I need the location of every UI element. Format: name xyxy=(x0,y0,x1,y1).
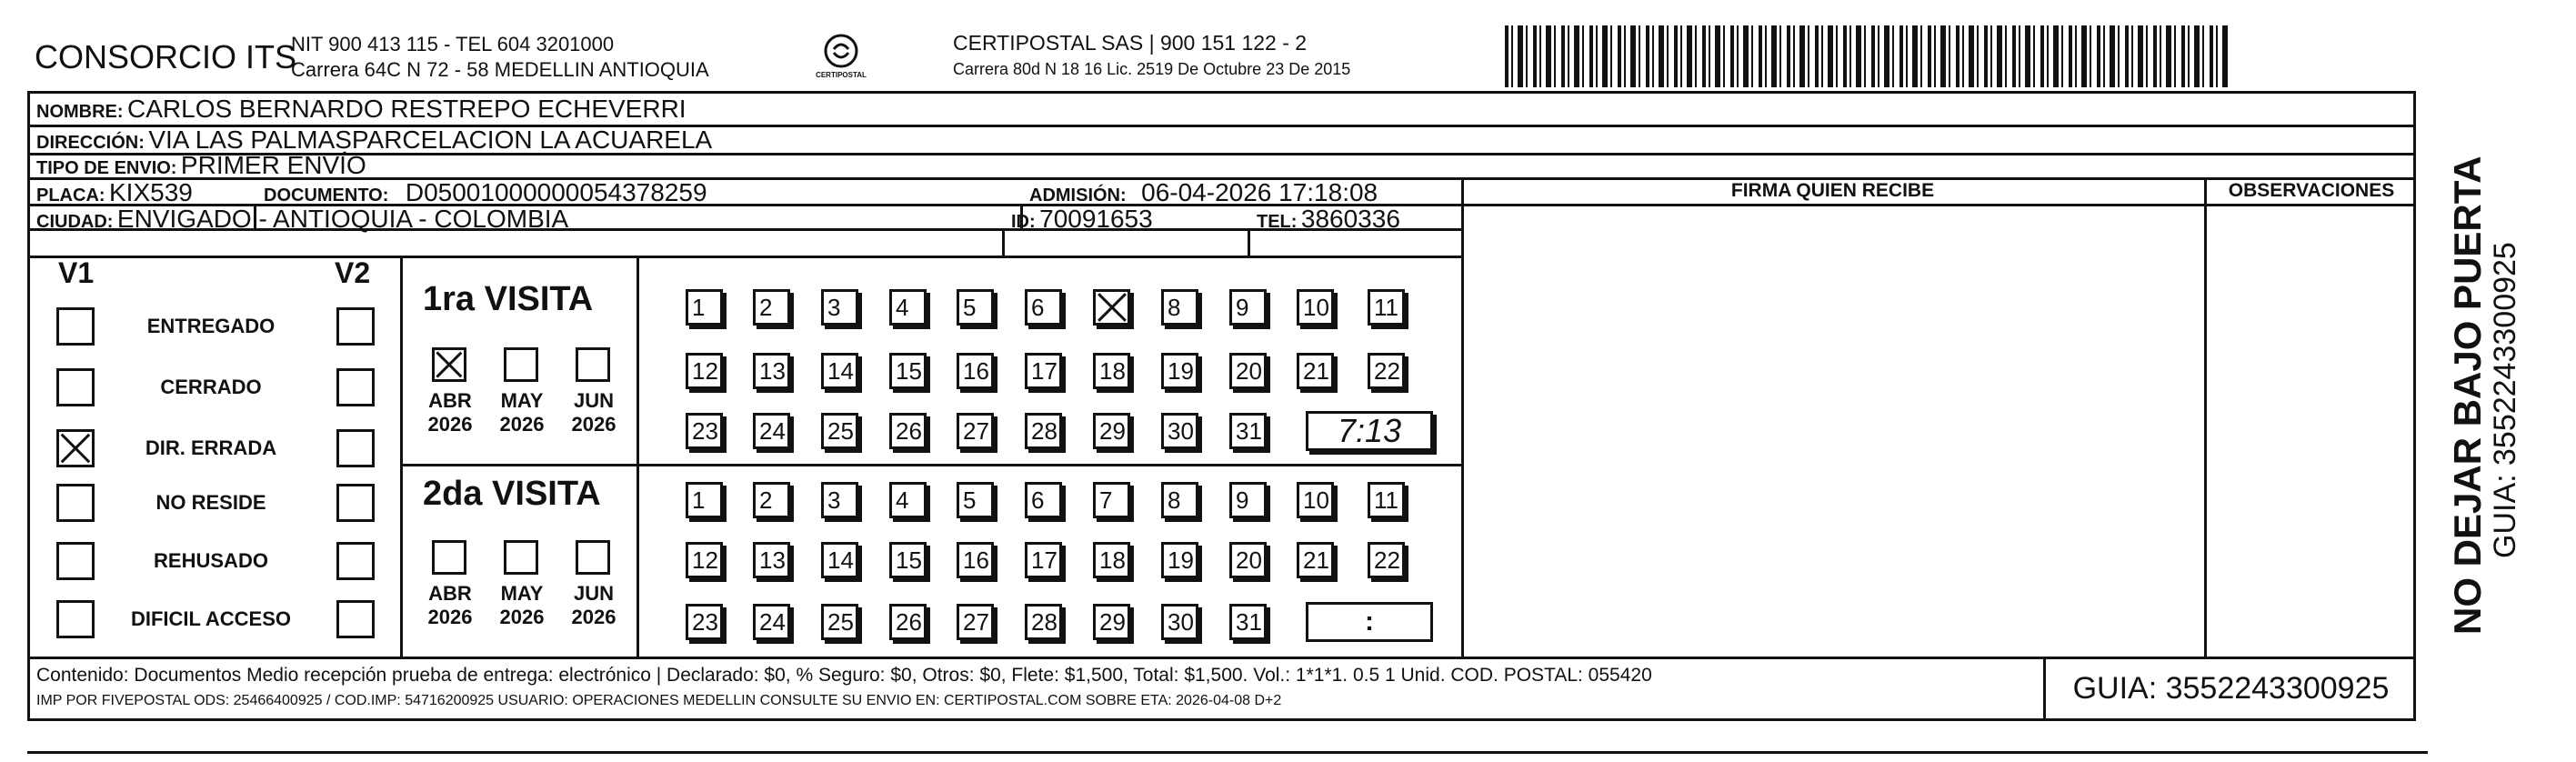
first-visit-day-9[interactable]: 9 xyxy=(1229,289,1267,326)
second-visit-day-27[interactable]: 27 xyxy=(957,604,994,640)
v1-checkbox-entregado[interactable] xyxy=(56,307,95,346)
id-value: 70091653 xyxy=(1039,205,1153,233)
first-visit-day-15[interactable]: 15 xyxy=(889,353,927,389)
year-label: 2026 xyxy=(571,606,616,628)
second-visit-month-checkbox-may[interactable] xyxy=(504,540,538,575)
second-visit-month-checkbox-abr[interactable] xyxy=(432,540,466,575)
first-visit-day-12[interactable]: 12 xyxy=(686,353,723,389)
courier-name: CERTIPOSTAL SAS | 900 151 122 - 2 xyxy=(953,31,1308,55)
v2-checkbox-cerrado[interactable] xyxy=(336,368,375,406)
second-visit-day-25[interactable]: 25 xyxy=(821,604,858,640)
first-visit-day-31[interactable]: 31 xyxy=(1229,413,1267,449)
first-visit-day-23[interactable]: 23 xyxy=(686,413,723,449)
month-label: ABR xyxy=(428,582,472,605)
id-label: ID: xyxy=(1011,212,1036,232)
first-visit-day-19[interactable]: 19 xyxy=(1161,353,1198,389)
first-visit-day-3[interactable]: 3 xyxy=(821,289,858,326)
first-visit-time[interactable] xyxy=(1306,411,1433,451)
second-visit-day-11[interactable]: 11 xyxy=(1368,482,1405,518)
second-visit-day-13[interactable]: 13 xyxy=(753,542,790,578)
second-visit-day-28[interactable]: 28 xyxy=(1025,604,1062,640)
status-label: ENTREGADO xyxy=(146,315,276,337)
footer-contenido: Contenido: Documentos Medio recepción prueba de entrega: electrónico | Declarado: $0, % Seguro: $0, Otros: $0, Flete: $1,500, Total: $1,500. Vol.: 1*1*1. 0.5 1 Unid. COD. POSTAL: 055420 xyxy=(36,665,1652,686)
second-visit-time[interactable] xyxy=(1306,602,1433,642)
second-visit-day-31[interactable]: 31 xyxy=(1229,604,1267,640)
first-visit-day-6[interactable]: 6 xyxy=(1025,289,1062,326)
company-nit: NIT 900 413 115 - TEL 604 3201000 xyxy=(291,33,615,55)
second-visit-day-17[interactable]: 17 xyxy=(1025,542,1062,578)
first-visit-time-value: 7:13 xyxy=(1337,412,1402,449)
direccion-value: VIA LAS PALMASPARCELACION LA ACUARELA xyxy=(148,125,713,154)
second-visit-day-29[interactable]: 29 xyxy=(1093,604,1130,640)
v1-checkbox-cerrado[interactable] xyxy=(56,368,95,406)
second-visit-month-checkbox-jun[interactable] xyxy=(576,540,610,575)
first-visit-month-checkbox-abr[interactable] xyxy=(432,347,466,382)
status-label: DIR. ERRADA xyxy=(145,436,277,459)
second-visit-day-22[interactable]: 22 xyxy=(1368,542,1405,578)
first-visit-day-8[interactable]: 8 xyxy=(1161,289,1198,326)
v2-label: V2 xyxy=(335,256,371,289)
month-label: ABR xyxy=(428,389,472,412)
year-label: 2026 xyxy=(571,413,616,436)
v1-checkbox-dificil-acceso[interactable] xyxy=(56,600,95,638)
tipo-envio-label: TIPO DE ENVIO: xyxy=(36,158,177,178)
documento-value: D05001000000054378259 xyxy=(405,178,707,206)
second-visit-day-30[interactable]: 30 xyxy=(1161,604,1198,640)
second-visit-day-4[interactable]: 4 xyxy=(889,482,927,518)
year-label: 2026 xyxy=(499,413,545,436)
second-visit-day-2[interactable]: 2 xyxy=(753,482,790,518)
first-visit-day-4[interactable]: 4 xyxy=(889,289,927,326)
second-visit-day-6[interactable]: 6 xyxy=(1025,482,1062,518)
first-visit-day-18[interactable]: 18 xyxy=(1093,353,1130,389)
tel-label: TEL: xyxy=(1257,212,1298,232)
second-visit-day-21[interactable]: 21 xyxy=(1297,542,1334,578)
first-visit-day-17[interactable]: 17 xyxy=(1025,353,1062,389)
year-label: 2026 xyxy=(427,413,473,436)
admision-label: ADMISIÓN: xyxy=(1029,185,1127,206)
v2-checkbox-dir-errada[interactable] xyxy=(336,429,375,467)
first-visit-day-20[interactable]: 20 xyxy=(1229,353,1267,389)
first-visit-day-11[interactable]: 11 xyxy=(1368,289,1405,326)
first-visit-day-14[interactable]: 14 xyxy=(821,353,858,389)
v2-checkbox-dificil-acceso[interactable] xyxy=(336,600,375,638)
v1-label: V1 xyxy=(58,256,95,289)
v1-checkbox-dir-errada[interactable] xyxy=(56,429,95,467)
status-label: CERRADO xyxy=(160,376,262,398)
second-visit-day-20[interactable]: 20 xyxy=(1229,542,1267,578)
first-visit-day-2[interactable]: 2 xyxy=(753,289,790,326)
tel-value: 3860336 xyxy=(1300,205,1400,233)
first-visit-day-10[interactable]: 10 xyxy=(1297,289,1334,326)
first-visit-day-25[interactable]: 25 xyxy=(821,413,858,449)
month-label: JUN xyxy=(573,582,614,605)
second-visit-day-14[interactable]: 14 xyxy=(821,542,858,578)
nombre-label: NOMBRE: xyxy=(36,102,124,122)
observaciones-label: OBSERVACIONES xyxy=(2228,180,2395,201)
second-visit-day-24[interactable]: 24 xyxy=(753,604,790,640)
first-visit-month-checkbox-jun[interactable] xyxy=(576,347,610,382)
month-label: MAY xyxy=(500,389,544,412)
placa-value: KIX539 xyxy=(109,178,193,206)
second-visit-time-value: : xyxy=(1365,607,1374,637)
second-visit-day-16[interactable]: 16 xyxy=(957,542,994,578)
status-label: DIFICIL ACCESO xyxy=(130,607,291,630)
first-visit-title: 1ra VISITA xyxy=(423,280,594,318)
second-visit-day-3[interactable]: 3 xyxy=(821,482,858,518)
logo-text: CERTIPOSTAL xyxy=(816,71,867,79)
first-visit-day-16[interactable]: 16 xyxy=(957,353,994,389)
second-visit-day-12[interactable]: 12 xyxy=(686,542,723,578)
bottom-rule xyxy=(27,751,2428,754)
placa-label: PLACA: xyxy=(36,185,105,206)
year-label: 2026 xyxy=(499,606,545,628)
first-visit-day-27[interactable]: 27 xyxy=(957,413,994,449)
second-visit-day-15[interactable]: 15 xyxy=(889,542,927,578)
first-visit-day-22[interactable]: 22 xyxy=(1368,353,1405,389)
documento-label: DOCUMENTO: xyxy=(264,185,389,206)
side-guia: GUIA: 3552243300925 xyxy=(2488,242,2522,558)
year-label: 2026 xyxy=(427,606,473,628)
courier-address: Carrera 80d N 18 16 Lic. 2519 De Octubre 23 De 2015 xyxy=(953,60,1351,78)
month-label: MAY xyxy=(500,582,544,605)
month-label: JUN xyxy=(573,389,614,412)
ciudad-label: CIUDAD: xyxy=(36,212,114,232)
no-dejar-bajo-puerta: NO DEJAR BAJO PUERTA xyxy=(2446,155,2489,635)
first-visit-day-7[interactable] xyxy=(1093,289,1130,326)
tipo-envio-value: PRIMER ENVÍO xyxy=(180,151,366,179)
second-visit-day-19[interactable]: 19 xyxy=(1161,542,1198,578)
first-visit-day-26[interactable]: 26 xyxy=(889,413,927,449)
v2-checkbox-no-reside[interactable] xyxy=(336,484,375,522)
second-visit-day-18[interactable]: 18 xyxy=(1093,542,1130,578)
first-visit-day-13[interactable]: 13 xyxy=(753,353,790,389)
nombre-value: CARLOS BERNARDO RESTREPO ECHEVERRI xyxy=(127,95,687,123)
certipostal-logo xyxy=(814,31,868,85)
second-visit-day-23[interactable]: 23 xyxy=(686,604,723,640)
first-visit-month-checkbox-may[interactable] xyxy=(504,347,538,382)
ciudad-value: ENVIGADO - ANTIOQUIA - COLOMBIA xyxy=(116,205,569,233)
v2-checkbox-entregado[interactable] xyxy=(336,307,375,346)
direccion-label: DIRECCIÓN: xyxy=(36,133,145,153)
second-visit-day-5[interactable]: 5 xyxy=(957,482,994,518)
footer-imp-line: IMP POR FIVEPOSTAL ODS: 25466400925 / COD.IMP: 54716200925 USUARIO: OPERACIONES MEDELLIN CONSULTE SU ENVIO EN: CERTIPOSTAL.COM SOBRE ETA: 2026-04-08 D+2 xyxy=(36,693,1282,708)
v2-checkbox-rehusado[interactable] xyxy=(336,542,375,580)
first-visit-day-5[interactable]: 5 xyxy=(957,289,994,326)
first-visit-day-21[interactable]: 21 xyxy=(1297,353,1334,389)
second-visit-day-1[interactable]: 1 xyxy=(686,482,723,518)
admision-value: 06-04-2026 17:18:08 xyxy=(1141,178,1378,206)
first-visit-day-30[interactable]: 30 xyxy=(1161,413,1198,449)
status-label: REHUSADO xyxy=(154,549,268,572)
first-visit-day-1[interactable]: 1 xyxy=(686,289,723,326)
second-visit-day-10[interactable]: 10 xyxy=(1297,482,1334,518)
company-name: CONSORCIO ITS xyxy=(35,38,297,75)
status-label: NO RESIDE xyxy=(155,491,266,514)
footer-guia: GUIA: 3552243300925 xyxy=(2072,671,2390,706)
firma-label: FIRMA QUIEN RECIBE xyxy=(1730,180,1935,201)
first-visit-day-28[interactable]: 28 xyxy=(1025,413,1062,449)
second-visit-title: 2da VISITA xyxy=(423,475,601,513)
second-visit-day-7[interactable]: 7 xyxy=(1093,482,1130,518)
second-visit-day-9[interactable]: 9 xyxy=(1229,482,1267,518)
second-visit-day-8[interactable]: 8 xyxy=(1161,482,1198,518)
barcode xyxy=(1505,25,2229,87)
v1-checkbox-rehusado[interactable] xyxy=(56,542,95,580)
company-address: Carrera 64C N 72 - 58 MEDELLIN ANTIOQUIA xyxy=(291,58,709,81)
first-visit-day-24[interactable]: 24 xyxy=(753,413,790,449)
second-visit-day-26[interactable]: 26 xyxy=(889,604,927,640)
first-visit-day-29[interactable]: 29 xyxy=(1093,413,1130,449)
v1-checkbox-no-reside[interactable] xyxy=(56,484,95,522)
